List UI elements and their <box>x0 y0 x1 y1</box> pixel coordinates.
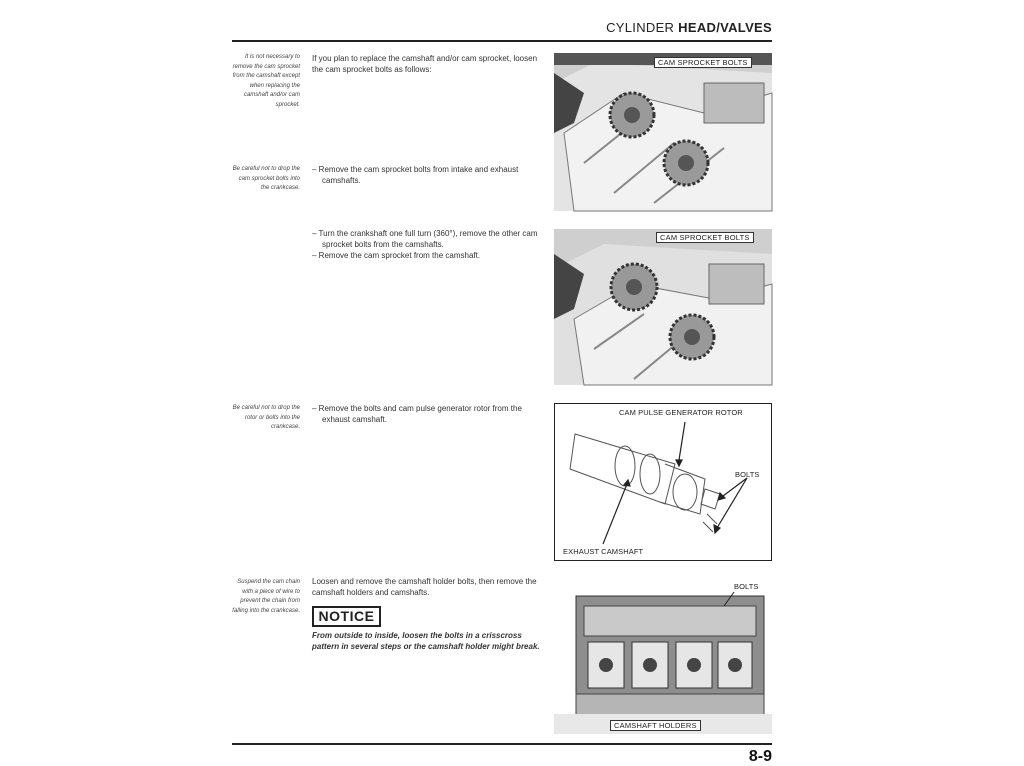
photo-cam-sprocket-bolts-1 <box>554 53 772 211</box>
section-title <box>606 20 772 35</box>
photo3-label-camshaft-holders: CAMSHAFT HOLDERS <box>610 720 701 731</box>
engine-photo-2 <box>554 229 772 385</box>
page-number: 8-9 <box>748 748 772 765</box>
header-rule <box>232 40 772 42</box>
notice-text: From outside to inside, loosen the bolts in a crisscross pattern in several steps or the camshaft holder might break. <box>312 631 540 651</box>
step-remove-rotor <box>312 403 544 425</box>
loosen-holders-paragraph: Loosen and remove the camshaft holder bolts, then remove the camshaft holders and camshafts. <box>312 577 537 597</box>
diagram-cam-pulse-generator-rotor <box>554 403 772 561</box>
section-title-bold: HEAD/VALVES <box>678 20 772 35</box>
margin-note-drop-rotor: Be careful not to drop the rotor or bolts into the crankcase. <box>232 405 300 430</box>
label-exhaust-camshaft: EXHAUST CAMSHAFT <box>563 547 644 556</box>
step-1-text: – Remove the cam sprocket bolts from intake and exhaust camshafts. <box>312 165 519 185</box>
step-3-text: – Remove the cam sprocket from the camshaft. <box>312 251 481 260</box>
notice-box: NOTICE <box>312 606 381 627</box>
photo3-label-bolts: BOLTS <box>734 582 759 591</box>
margin-note-sprocket-removal: It is not necessary to remove the cam sprocket from the camshaft except when replacing the camshaft and/or cam sprocket. <box>232 54 300 108</box>
photo2-label-cam-sprocket-bolts: CAM SPROCKET BOLTS <box>656 232 754 243</box>
engine-photo-3 <box>554 590 772 734</box>
margin-note-drop-bolts: Be careful not to drop the cam sprocket bolts into the crankcase. <box>232 166 300 191</box>
photo1-label-cam-sprocket-bolts: CAM SPROCKET BOLTS <box>654 57 752 68</box>
rotor-line-drawing <box>555 404 771 560</box>
step-2-text: – Turn the crankshaft one full turn (360°), remove the other cam sprocket bolts from the camshafts. <box>312 229 538 249</box>
step-remove-bolts <box>312 164 544 186</box>
photo-camshaft-holders <box>554 582 772 734</box>
section-title-light: CYLINDER <box>606 20 675 35</box>
footer-rule <box>232 743 772 745</box>
step-4-text: – Remove the bolts and cam pulse generator rotor from the exhaust camshaft. <box>312 404 522 424</box>
margin-note-suspend-chain: Suspend the cam chain with a piece of wire to prevent the chain from falling into the crankcase. <box>232 579 300 614</box>
engine-photo-1 <box>554 53 772 211</box>
label-bolts: BOLTS <box>735 470 760 479</box>
step-turn-crankshaft <box>312 228 544 261</box>
photo-cam-sprocket-bolts-2 <box>554 229 772 385</box>
label-cam-pulse-generator-rotor: CAM PULSE GENERATOR ROTOR <box>619 408 743 417</box>
intro-paragraph: If you plan to replace the camshaft and/or cam sprocket, loosen the cam sprocket bolts as follows: <box>312 54 538 74</box>
